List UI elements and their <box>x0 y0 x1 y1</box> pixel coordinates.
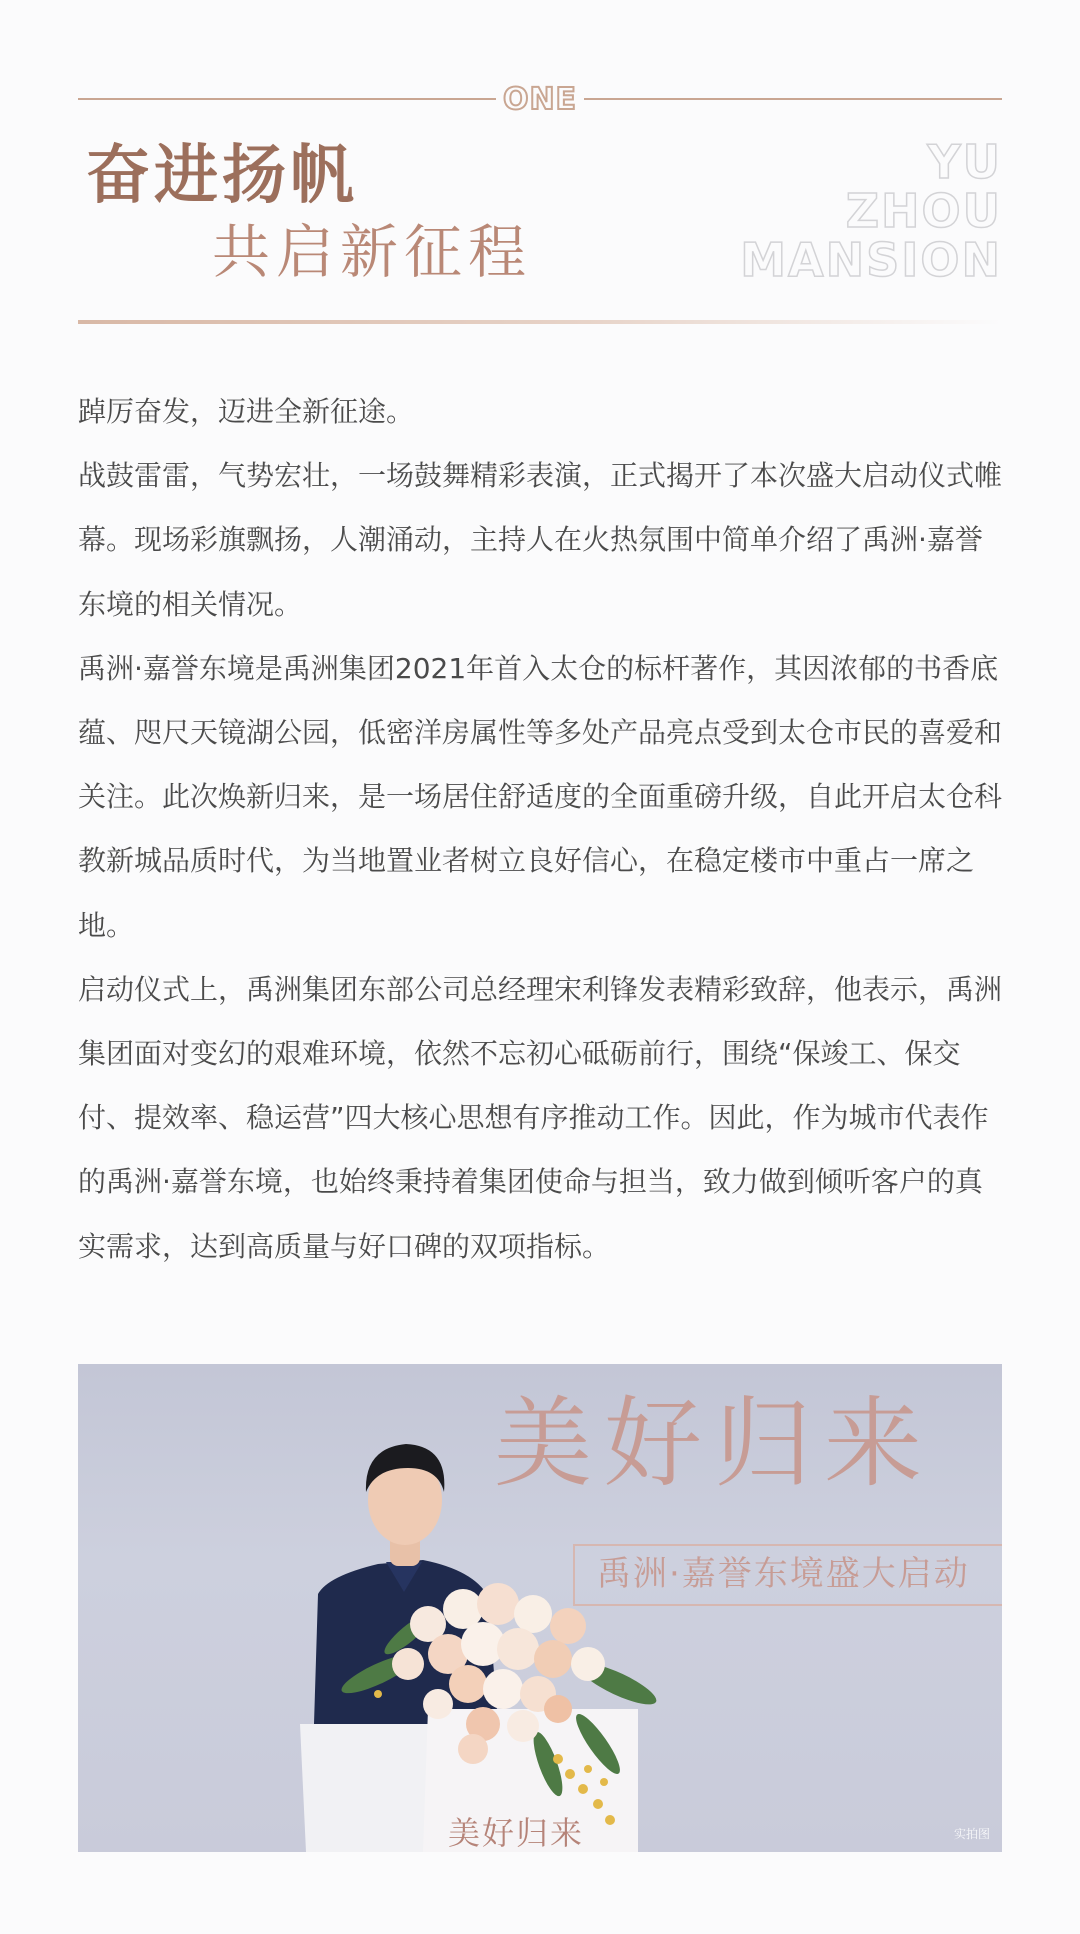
section-title-line2: 共启新征程 <box>212 218 533 286</box>
speaker-illustration <box>78 1364 1002 1852</box>
paragraph: 踔厉奋发，迈进全新征途。 <box>78 395 415 428</box>
title-underline <box>78 320 1002 324</box>
watermark-line: ZHOU <box>845 184 1002 238</box>
section-number-label: ONE <box>502 82 578 117</box>
paragraph: 禹洲·嘉誉东境是禹洲集团2021年首入太仓的标杆著作，其因浓郁的书香底蕴、咫尺天镜湖公园，低密洋房属性等多处产品亮点受到太仓市民的喜爱和关注。此次焕新归来，是一场居住舒适度的全面重磅升级，自此开启太仓科教新城品质时代，为当地置业者树立良好信心，在稳定楼市中重占一席之地。 <box>78 651 1003 942</box>
event-photo <box>78 1364 1002 1852</box>
photo-tag: 实拍图 <box>953 1827 990 1841</box>
watermark-line: YU <box>927 135 1002 189</box>
podium-slogan: 美好归来 <box>448 1814 585 1852</box>
section-header-rule <box>78 82 1002 117</box>
brand-watermark <box>740 135 1002 287</box>
watermark-line: MANSION <box>740 233 1002 287</box>
rule-left-line <box>78 98 496 100</box>
rule-right-line <box>584 98 1002 100</box>
backdrop-banner: 禹洲·嘉誉东境盛大启动 <box>573 1544 1002 1606</box>
backdrop-slogan: 美好归来 <box>494 1387 935 1501</box>
paragraph: 战鼓雷雷，气势宏壮，一场鼓舞精彩表演，正式揭开了本次盛大启动仪式帷幕。现场彩旗飘扬，人潮涌动，主持人在火热氛围中简单介绍了禹洲·嘉誉东境的相关情况。 <box>78 459 1003 621</box>
article-body <box>78 380 1008 1279</box>
paragraph: 启动仪式上，禹洲集团东部公司总经理宋利锋发表精彩致辞，他表示，禹洲集团面对变幻的艰难环境，依然不忘初心砥砺前行，围绕“保竣工、保交付、提效率、稳运营”四大核心思想有序推动工作。因此，作为城市代表作的禹洲·嘉誉东境，也始终秉持着集团使命与担当，致力做到倾听客户的真实需求，达到高质量与好口碑的双项指标。 <box>78 972 1003 1263</box>
section-title-line1: 奋进扬帆 <box>86 139 358 213</box>
